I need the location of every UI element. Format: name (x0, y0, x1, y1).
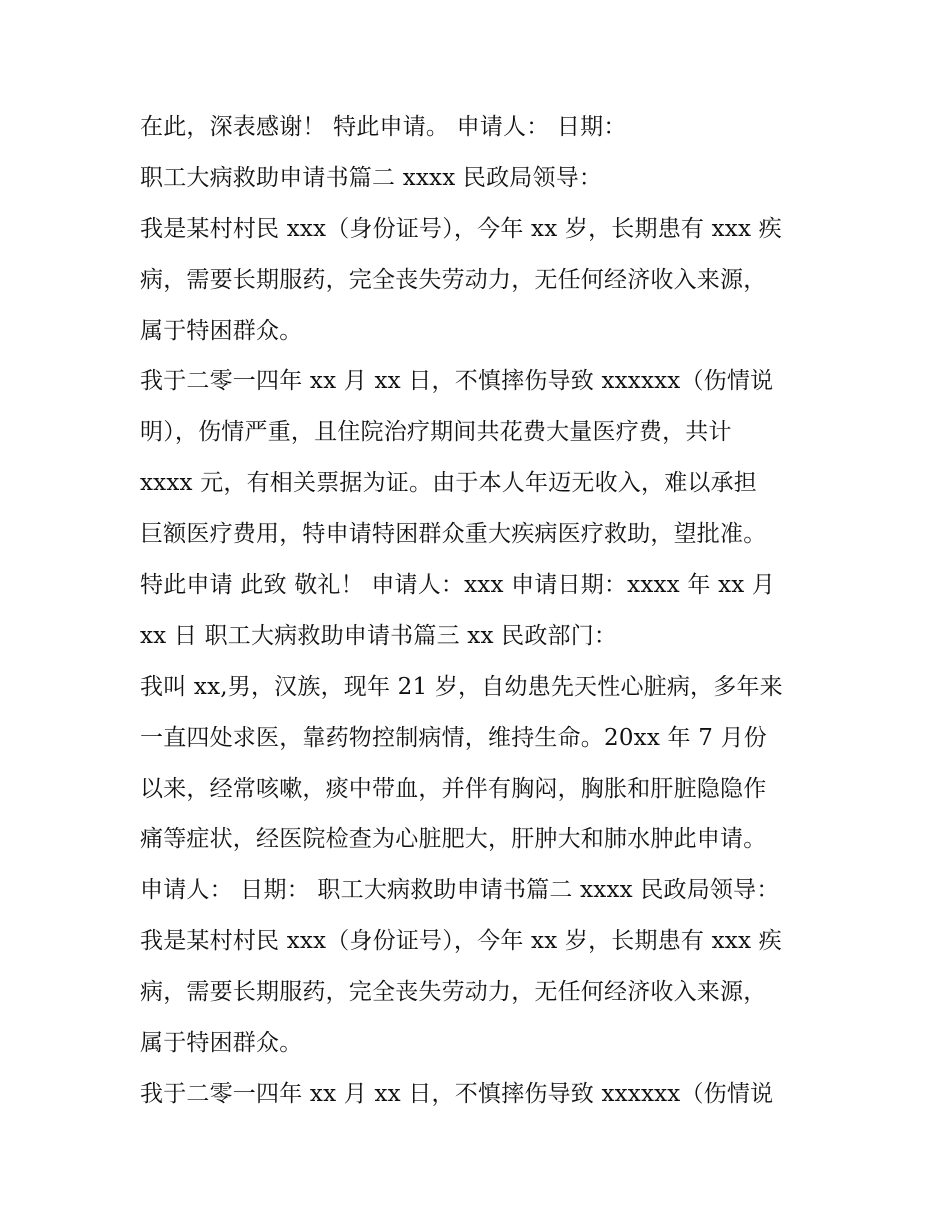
text-line: 一直四处求医，靠药物控制病情，维持生命。20xx 年 7 月份 (140, 724, 767, 751)
text-line: xxxx 元，有相关票据为证。由于本人年迈无收入，难以承担 (140, 470, 757, 497)
text-line: 在此，深表感谢！ 特此申请。 申请人： 日期： (140, 114, 627, 140)
text-line: 属于特困群众。 (140, 317, 303, 344)
text-line: 职工大病救助申请书篇二 xxxx 民政局领导： (140, 164, 603, 191)
document-body (140, 102, 830, 1120)
text-line: 痛等症状，经医院检查为心脏肥大，肝肿大和肺水肿此申请。 (140, 826, 767, 853)
text-line: 申请人： 日期： 职工大病救助申请书篇二 xxxx 民政局领导： (140, 877, 780, 904)
text-line: 我是某村村民 xxx（身份证号），今年 xx 岁，长期患有 xxx 疾 (140, 928, 782, 955)
text-line: 明），伤情严重，且住院治疗期间共花费大量医疗费，共计 (140, 419, 732, 446)
text-line: 特此申请 此致 敬礼！ 申请人：xxx 申请日期：xxxx 年 xx 月 (140, 572, 776, 599)
text-line: 我于二零一四年 xx 月 xx 日，不慎摔伤导致 xxxxxx（伤情说 (140, 368, 774, 395)
text-line: 我于二零一四年 xx 月 xx 日，不慎摔伤导致 xxxxxx（伤情说 (140, 1080, 774, 1107)
text-line: xx 日 职工大病救助申请书篇三 xx 民政部门： (140, 622, 618, 649)
text-line: 病，需要长期服药，完全丧失劳动力，无任何经济收入来源， (140, 979, 767, 1006)
text-line: 属于特困群众。 (140, 1030, 303, 1057)
text-line: 我叫 xx,男，汉族，现年 21 岁，自幼患先天性心脏病，多年来 (140, 673, 783, 700)
text-line: 病，需要长期服药，完全丧失劳动力，无任何经济收入来源， (140, 266, 767, 293)
text-line: 以来，经常咳嗽，痰中带血，并伴有胸闷，胸胀和肝脏隐隐作 (140, 775, 767, 802)
text-line: 我是某村村民 xxx（身份证号），今年 xx 岁，长期患有 xxx 疾 (140, 215, 782, 242)
text-line: 巨额医疗费用，特申请特困群众重大疾病医疗救助，望批准。 (140, 521, 767, 548)
